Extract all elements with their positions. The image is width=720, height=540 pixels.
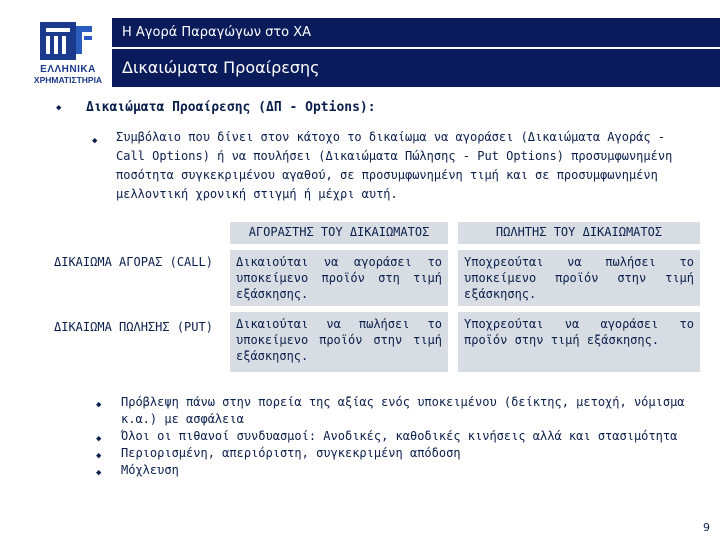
col-header-buyer: ΑΓΟΡΑΣΤΗΣ ΤΟΥ ΔΙΚΑΙΩΜΑΤΟΣ <box>230 222 448 244</box>
list-item-text: Μόχλευση <box>121 463 179 477</box>
bullet-icon: ◆ <box>92 136 98 146</box>
features-list <box>96 394 696 479</box>
bullet-icon: ◆ <box>56 103 62 113</box>
list-item <box>96 428 696 445</box>
list-item <box>96 462 696 479</box>
row-label-call: ΔΙΚΑΙΩΜΑ ΑΓΟΡΑΣ (CALL) <box>54 255 213 269</box>
page-number: 9 <box>703 521 710 534</box>
row-label-put: ΔΙΚΑΙΩΜΑ ΠΩΛΗΣΗΣ (PUT) <box>54 320 213 334</box>
main-bullet-text: Δικαιώματα Προαίρεσης (ΔΠ - Options): <box>86 100 376 115</box>
header-subtitle-bar <box>112 47 720 87</box>
list-item-text: Πρόβλεψη πάνω στην πορεία της αξίας ενός υποκειμένου (δείκτης, μετοχή, νόμισμα κ.α.) με ασφάλεια <box>121 395 685 426</box>
list-item-text: Περιορισμένη, απεριόριστη, συγκεκριμένη απόδοση <box>121 446 461 460</box>
logo-text-line1: ΕΛΛΗΝΙΚΑ <box>40 64 96 75</box>
exchange-logo <box>28 20 108 84</box>
cell-put-buyer: Δικαιούται να πωλήσει το υποκείμενο προϊόν στην τιμή εξάσκησης. <box>230 312 448 372</box>
header-title-bar <box>112 18 720 47</box>
table-corner <box>52 222 230 244</box>
bullet-icon: ◆ <box>96 451 102 461</box>
definition-text: Συμβόλαιο που δίνει στον κάτοχο το δικαίωμα να αγοράσει (Δικαιώματα Αγοράς - Call Options) ή να πουλήσει (Δικαιώματα Πώλησης - Put Options) προσυμφωνημένη ποσότητα συγκεκριμένου αγαθού, σε προσυμφωνημένη τιμή και σε προσυμφωνημένη μελλοντική χρονική στιγμή ή μέχρι αυτή. <box>116 130 673 201</box>
logo-text-line2: ΧΡΗΜΑΤΙΣΤΗΡΙΑ <box>33 75 103 85</box>
page-title: Δικαιώματα Προαίρεσης <box>122 58 320 77</box>
list-item-text: Όλοι οι πιθανοί συνδυασμοί: Ανοδικές, καθοδικές κινήσεις αλλά και στασιμότητα <box>121 429 678 443</box>
cell-call-buyer: Δικαιούται να αγοράσει το υποκείμενο προϊόν στη τιμή εξάσκησης. <box>230 250 448 306</box>
bullet-icon: ◆ <box>96 468 102 478</box>
table-header-row <box>52 222 700 244</box>
list-item <box>96 394 696 428</box>
bullet-icon: ◆ <box>96 400 102 410</box>
logo-emblem-icon <box>28 20 108 64</box>
header-title: Η Αγορά Παραγώγων στο ΧΑ <box>122 25 312 40</box>
cell-call-seller: Υποχρεούται να πωλήσει το υποκείμενο προϊόν στην τιμή εξάσκησης. <box>458 250 700 306</box>
list-item <box>96 445 696 462</box>
table-row <box>52 250 700 306</box>
bullet-icon: ◆ <box>96 434 102 444</box>
table-row <box>52 312 700 372</box>
options-table <box>52 222 700 372</box>
col-header-seller: ΠΩΛΗΤΗΣ ΤΟΥ ΔΙΚΑΙΩΜΑΤΟΣ <box>458 222 700 244</box>
cell-put-seller: Υποχρεούται να αγοράσει το προϊόν στην τιμή εξάσκησης. <box>458 312 700 372</box>
